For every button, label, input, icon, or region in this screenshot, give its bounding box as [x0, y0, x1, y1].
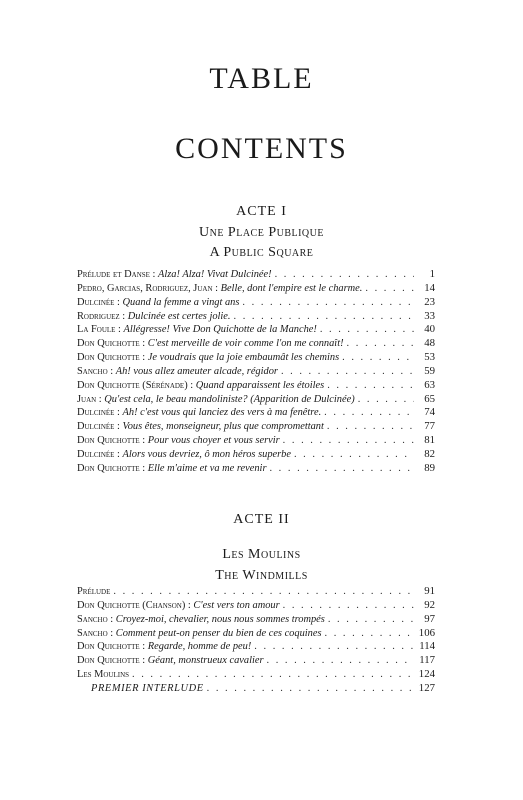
toc-entry-speaker: Rodriguez :	[77, 310, 128, 322]
toc-entry	[77, 462, 435, 476]
toc-entry	[77, 654, 435, 668]
toc-entry	[77, 282, 435, 296]
toc-dot-leader	[365, 282, 414, 296]
toc-dot-leader	[320, 323, 414, 337]
act-1-name-en: A Public Square	[209, 245, 314, 260]
toc-entry-text	[77, 420, 324, 434]
toc-page-number: 33	[424, 309, 435, 322]
toc-dot-leader	[132, 668, 414, 682]
toc-entry-title: PREMIER INTERLUDE	[91, 682, 204, 694]
toc-entry-title: Ah! vous allez ameuter alcade, régidor	[115, 365, 278, 377]
toc-entry-text	[77, 365, 278, 379]
toc-page-number: 1	[429, 268, 435, 280]
toc-entry-title: Dulcinée est certes jolie.	[127, 310, 231, 322]
toc-entry-speaker: Don Quichotte :	[77, 338, 148, 350]
toc-entry-text	[77, 668, 129, 682]
toc-entry	[77, 668, 435, 682]
act-1-heading	[0, 201, 523, 263]
toc-entry-speaker: Sancho :	[77, 613, 116, 625]
toc-entry	[77, 337, 435, 351]
toc-page-number: 117	[419, 654, 435, 667]
toc-entry-speaker: Prélude	[77, 586, 111, 597]
toc-dot-leader	[267, 654, 414, 668]
toc-entry-speaker: Les Moulins	[77, 669, 130, 681]
toc-page-number: 14	[424, 281, 435, 294]
toc-entry-text	[77, 310, 231, 324]
toc-entry-text	[77, 337, 344, 351]
toc-dot-leader	[269, 462, 414, 476]
page-title: TABLE	[209, 62, 314, 95]
act-2-heading	[0, 509, 523, 587]
toc-dot-leader	[328, 613, 414, 627]
toc-entry	[77, 599, 435, 613]
toc-page-number: 82	[424, 447, 435, 460]
toc-entry	[77, 365, 435, 379]
toc-entry-text	[77, 462, 266, 476]
toc-entry	[77, 351, 435, 365]
toc-page-number: 124	[418, 668, 435, 681]
act-2-contents-list	[77, 585, 435, 696]
toc-entry	[77, 379, 435, 393]
toc-entry-speaker: Juan :	[77, 393, 105, 405]
act-2-name-fr: Les Moulins	[222, 547, 301, 562]
toc-page-number: 23	[424, 295, 435, 308]
toc-entry-speaker: Don Quichotte (Sérénade) :	[77, 379, 196, 391]
toc-entry-title: C'est vers ton amour	[193, 599, 280, 611]
toc-entry	[77, 406, 435, 420]
toc-entry-speaker: Dulcinée :	[77, 296, 123, 308]
toc-dot-leader	[342, 351, 414, 365]
toc-entry-title: Quand la femme a vingt ans	[122, 296, 240, 308]
toc-entry	[77, 310, 435, 324]
toc-entry-text	[77, 268, 272, 282]
toc-entry-text	[77, 585, 110, 599]
toc-dot-leader	[283, 434, 414, 448]
toc-page-number: 81	[424, 434, 435, 447]
toc-entry-speaker: La Foule :	[77, 324, 124, 336]
toc-entry-speaker: Don Quichotte :	[77, 641, 148, 653]
toc-dot-leader	[325, 627, 414, 641]
act-2-name-en: The Windmills	[215, 568, 308, 583]
toc-entry-title: Alza! Alza! Vivat Dulcinée!	[158, 269, 272, 280]
toc-entry-speaker: Dulcinée :	[77, 421, 123, 433]
toc-page-number: 97	[424, 612, 435, 625]
act-1-name-fr: Une Place Publique	[198, 225, 324, 240]
toc-dot-leader	[294, 448, 414, 462]
act-1-contents-list	[77, 268, 435, 476]
toc-page-number: 89	[424, 461, 435, 474]
toc-entry	[77, 420, 435, 434]
toc-entry	[77, 640, 435, 654]
toc-entry-title: Vous êtes, monseigneur, plus que compromettant	[122, 421, 324, 433]
toc-entry-text	[77, 296, 239, 310]
toc-dot-leader	[283, 599, 414, 613]
toc-entry-title: Qu'est cela, le beau mandoliniste? (Apparition de Dulcinée)	[104, 393, 355, 405]
toc-entry-title: Ah! c'est vous qui lanciez des vers à ma fenêtre.	[122, 407, 322, 419]
toc-entry-title: Croyez-moi, chevalier, nous nous sommes trompés	[115, 613, 325, 625]
toc-page-number: 91	[424, 585, 435, 597]
toc-entry	[77, 268, 435, 282]
toc-entry	[77, 627, 435, 641]
toc-entry-title: Regarde, homme de peu!	[147, 641, 252, 653]
toc-entry-text	[77, 654, 264, 668]
toc-page-number: 114	[419, 640, 435, 653]
toc-entry-text	[91, 682, 204, 696]
toc-entry-title: Elle m'aime et va me revenir	[147, 462, 267, 474]
toc-entry-title: Pour vous choyer et vous servir	[147, 435, 280, 447]
toc-entry-speaker: Pedro, Garcias, Rodriguez, Juan :	[77, 282, 221, 294]
toc-entry-title: Géant, monstrueux cavalier	[147, 655, 264, 667]
toc-entry	[77, 613, 435, 627]
toc-page-number: 40	[424, 323, 435, 336]
toc-entry-speaker: Don Quichotte :	[77, 352, 148, 364]
toc-dot-leader	[358, 393, 414, 407]
toc-entry	[77, 682, 435, 696]
toc-dot-leader	[242, 296, 414, 310]
toc-dot-leader	[113, 585, 414, 599]
toc-entry-speaker: Dulcinée :	[77, 448, 123, 460]
toc-dot-leader	[254, 640, 414, 654]
toc-entry-title: Comment peut-on penser du bien de ces coquines	[115, 627, 322, 639]
toc-entry-speaker: Don Quichotte :	[77, 655, 148, 667]
toc-entry-title: Belle, dont l'empire est le charme.	[220, 282, 363, 294]
act-2-label: ACTE II	[233, 512, 290, 527]
toc-entry	[77, 393, 435, 407]
toc-entry-text	[77, 406, 321, 420]
toc-entry-title: Allégresse! Vive Don Quichotte de la Manche!	[123, 324, 317, 336]
toc-entry-text	[77, 613, 325, 627]
toc-entry-text	[77, 282, 362, 296]
toc-page-number: 74	[424, 406, 435, 419]
toc-entry-speaker: Prélude et Danse :	[77, 269, 158, 280]
toc-entry-speaker: Don Quichotte :	[77, 462, 148, 474]
toc-entry-text	[77, 379, 324, 393]
toc-entry-title: C'est merveille de voir comme l'on me connaît!	[147, 338, 344, 350]
toc-dot-leader	[281, 365, 414, 379]
toc-page-number: 106	[418, 626, 435, 639]
toc-page-number: 53	[424, 351, 435, 364]
toc-entry-speaker: Sancho :	[77, 365, 116, 377]
page-subtitle: CONTENTS	[175, 132, 348, 165]
toc-dot-leader	[347, 337, 414, 351]
toc-page-number: 92	[424, 598, 435, 611]
toc-entry-text	[77, 640, 251, 654]
toc-entry-title: Alors vous devriez, ô mon héros superbe	[122, 448, 291, 460]
toc-dot-leader	[327, 420, 414, 434]
toc-page-number: 65	[424, 392, 435, 405]
toc-dot-leader	[327, 379, 414, 393]
toc-entry-text	[77, 434, 280, 448]
toc-entry-title: Je voudrais que la joie embaumât les chemins	[147, 352, 340, 364]
toc-entry	[77, 448, 435, 462]
toc-entry	[77, 434, 435, 448]
toc-page-number: 127	[418, 681, 435, 694]
toc-entry-text	[77, 627, 322, 641]
toc-entry-text	[77, 599, 280, 613]
toc-entry-text	[77, 351, 339, 365]
toc-entry-speaker: Sancho :	[77, 627, 116, 639]
toc-dot-leader	[234, 310, 414, 324]
toc-page-number: 48	[424, 337, 435, 350]
toc-page-number: 59	[424, 364, 435, 377]
toc-entry-text	[77, 448, 291, 462]
toc-entry	[77, 323, 435, 337]
toc-page-number: 63	[424, 378, 435, 391]
toc-entry-speaker: Don Quichotte (Chanson) :	[77, 599, 194, 611]
toc-entry-speaker: Don Quichotte :	[77, 435, 148, 447]
toc-page-number: 77	[424, 420, 435, 433]
act-1-label: ACTE I	[236, 204, 287, 219]
toc-entry-title: Quand apparaissent les étoiles	[195, 379, 325, 391]
toc-entry	[77, 585, 435, 599]
toc-entry	[77, 296, 435, 310]
toc-dot-leader	[275, 268, 414, 282]
toc-dot-leader	[324, 406, 414, 420]
toc-entry-text	[77, 393, 355, 407]
toc-entry-speaker: Dulcinée :	[77, 407, 123, 419]
toc-entry-text	[77, 323, 317, 337]
toc-dot-leader	[207, 682, 414, 696]
